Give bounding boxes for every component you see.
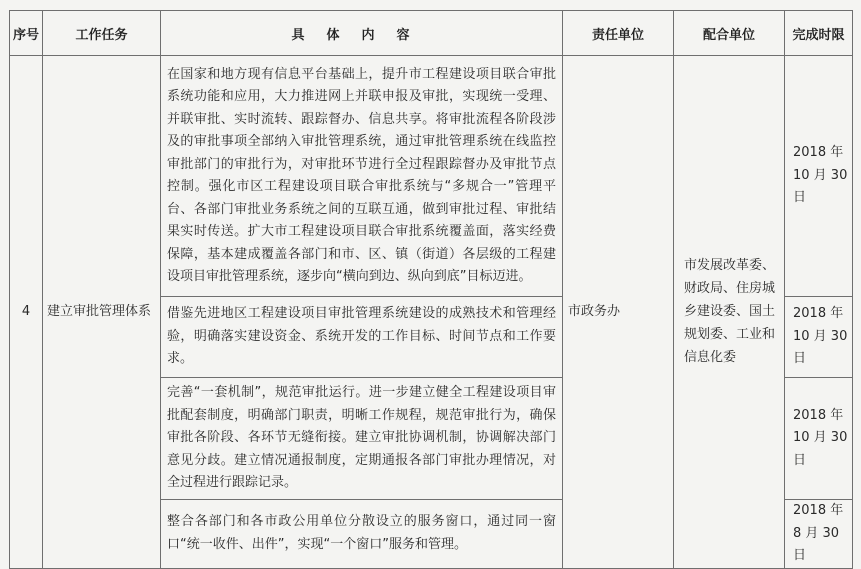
task-table xyxy=(9,10,853,569)
item-content-3: 完善“一套机制”，规范审批运行。进一步建立健全工程建设项目审批配套制度，明确部门职责，明晰工作规程，规范审批行为，确保审批各阶段、各环节无缝衔接。建立审批协调机制，协调解决部门意见分歧。建立情况通报制度，定期通报各部门审批办理情况，对全过程进行跟踪记录。 xyxy=(161,378,563,500)
header-cooperating: 配合单位 xyxy=(674,11,785,56)
row-responsible: 市政务办 xyxy=(563,56,674,569)
item-content-1: 在国家和地方现有信息平台基础上，提升市工程建设项目联合审批系统功能和应用，大力推进网上并联申报及审批，实现统一受理、并联审批、实时流转、跟踪督办、信息共享。将审批流程各阶段涉及的审批事项全部纳入审批管理系统，通过审批管理系统在线监控审批部门的审批行为，对审批环节进行全过程跟踪督办及审批节点控制。强化市区工程建设项目联合审批系统与“多规合一”管理平台、各部门审批业务系统之间的互联互通，做到审批过程、审批结果实时传送。扩大市工程建设项目联合审批系统覆盖面，落实经费保障，基本建成覆盖各部门和市、区、镇（街道）各层级的工程建设项目审批管理系统，逐步向“横向到边、纵向到底”目标迈进。 xyxy=(161,56,563,297)
item-content-2: 借鉴先进地区工程建设项目审批管理系统建设的成熟技术和管理经验，明确落实建设资金、系统开发的工作目标、时间节点和工作要求。 xyxy=(161,297,563,378)
header-responsible: 责任单位 xyxy=(563,11,674,56)
item-deadline-4: 2018 年 8 月 30 日 xyxy=(785,500,853,569)
header-seq: 序号 xyxy=(10,11,43,56)
item-deadline-3: 2018 年 10 月 30 日 xyxy=(785,378,853,500)
item-content-4: 整合各部门和各市政公用单位分散设立的服务窗口，通过同一窗口“统一收件、出件”，实现“一个窗口”服务和管理。 xyxy=(161,500,563,569)
task-table-sheet xyxy=(9,10,852,563)
item-deadline-2: 2018 年 10 月 30 日 xyxy=(785,297,853,378)
item-deadline-1: 2018 年 10 月 30 日 xyxy=(785,56,853,297)
header-task: 工作任务 xyxy=(43,11,161,56)
header-deadline: 完成时限 xyxy=(785,11,853,56)
table-row xyxy=(10,56,853,297)
table-header-row xyxy=(10,11,853,56)
row-cooperating: 市发展改革委、财政局、住房城乡建设委、国土规划委、工业和信息化委 xyxy=(674,56,785,569)
row-task: 建立审批管理体系 xyxy=(43,56,161,569)
header-content: 具体内容 xyxy=(161,11,563,56)
row-seq: 4 xyxy=(10,56,43,569)
